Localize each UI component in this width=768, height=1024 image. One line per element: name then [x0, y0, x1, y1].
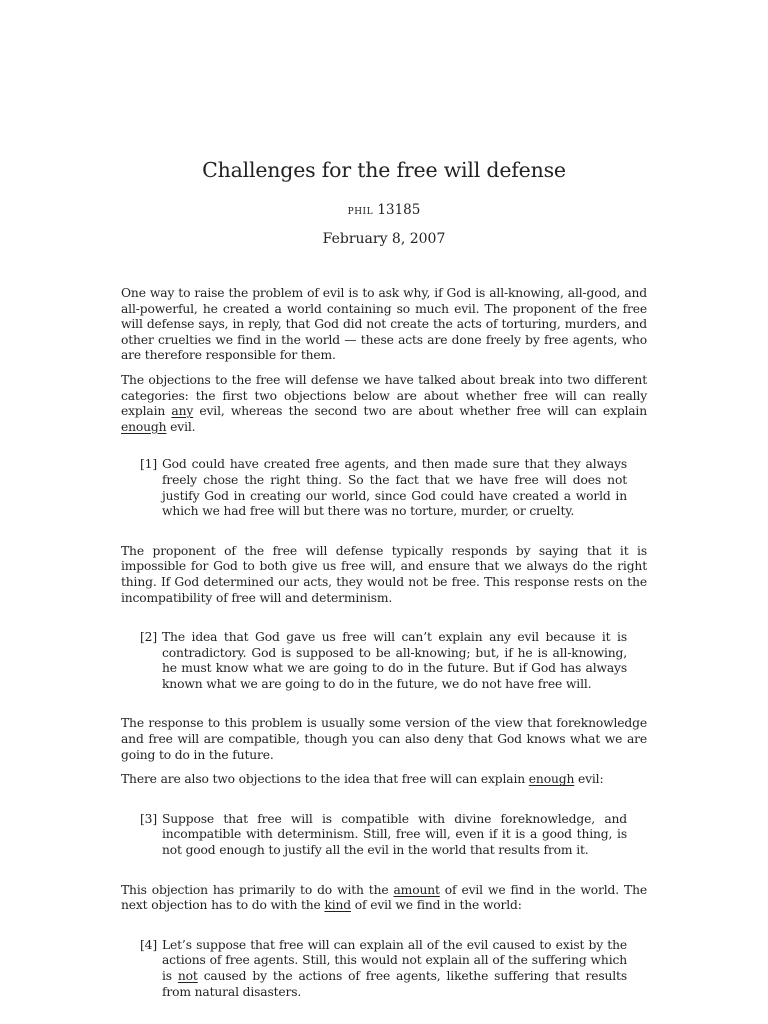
emphasis-enough: enough: [121, 419, 167, 434]
course-number: 13185: [373, 202, 421, 218]
course-prefix: phil: [347, 202, 374, 218]
intro-paragraph: One way to raise the problem of evil is to ask why, if God is all-knowing, all-good, and all-powerful, he created a world containing so much evil. The proponent of the free will defense says, in reply, that God did not create the acts of torturing, murders, and other cruelties we find in the world — these acts are done freely by free agents, who are therefore responsible for them.: [121, 286, 647, 363]
emphasis-kind: kind: [324, 898, 352, 913]
objection-text: The idea that God gave us free will can’t explain any evil because it is contradictory. God is supposed to be all-knowing; but, if he is all-knowing, he must know what we are going to do in the future. But if God has always known what we are going to do in the future, we do not have free will.: [162, 630, 627, 691]
categories-paragraph: The objections to the free will defense we have talked about break into two different categories: the first two objections below are about whether free will can really explain any evil, whereas the second two are about whether free will can explain enough evil.: [121, 372, 647, 434]
objection-number: [3]: [140, 811, 157, 826]
objection-1: [121, 457, 627, 519]
objection-text: God could have created free agents, and then made sure that they always freely chose the right thing. So the fact that we have free will does not justify God in creating our world, since God could have created a world in which we had free will but there was no torture, murder, or cruelty.: [162, 457, 627, 519]
objection-number: [2]: [140, 630, 157, 645]
emphasis-amount: amount: [393, 882, 440, 897]
amount-kind-paragraph: This objection has primarily to do with the amount of evil we find in the world. The next objection has to do with the kind of evil we find in the world:: [121, 882, 647, 913]
objection-number: [4]: [140, 937, 157, 952]
response-paragraph-1: The proponent of the free will defense typically responds by saying that it is impossible for God to both give us free will, and ensure that we always do the right thing. If God determined our acts, they would not be free. This response rests on the incompatibility of free will and determinism.: [121, 543, 647, 605]
course-code: [121, 201, 647, 219]
objection-text: Let’s suppose that free will can explain all of the evil caused to exist by the actions of free agents. Still, this would not explain all of the suffering which is not caused by the actions of free agents, likethe suffering that results from natural disasters.: [162, 937, 627, 999]
response-paragraph-2: The response to this problem is usually some version of the view that foreknowledge and free will are compatible, though you can also deny that God knows what we are going to do in the future.: [121, 716, 647, 762]
document-date: February 8, 2007: [322, 231, 446, 247]
document-title: Challenges for the free will defense: [202, 158, 566, 182]
objection-text: Suppose that free will is compatible with divine foreknowledge, and incompatible with determinism. Still, free will, even if it is a good thing, is not good enough to justify all the evil in the world that results from it.: [162, 811, 627, 858]
emphasis-not: not: [177, 969, 198, 983]
emphasis-any: any: [171, 404, 194, 419]
document-body: [121, 286, 647, 1000]
emphasis-enough: enough: [528, 772, 575, 787]
objection-2: [121, 630, 627, 692]
enough-evil-paragraph: There are also two objections to the idea that free will can explain enough evil:: [121, 772, 604, 787]
objection-3: [121, 812, 627, 859]
objection-4: [121, 938, 627, 1000]
objection-number: [1]: [140, 457, 157, 472]
